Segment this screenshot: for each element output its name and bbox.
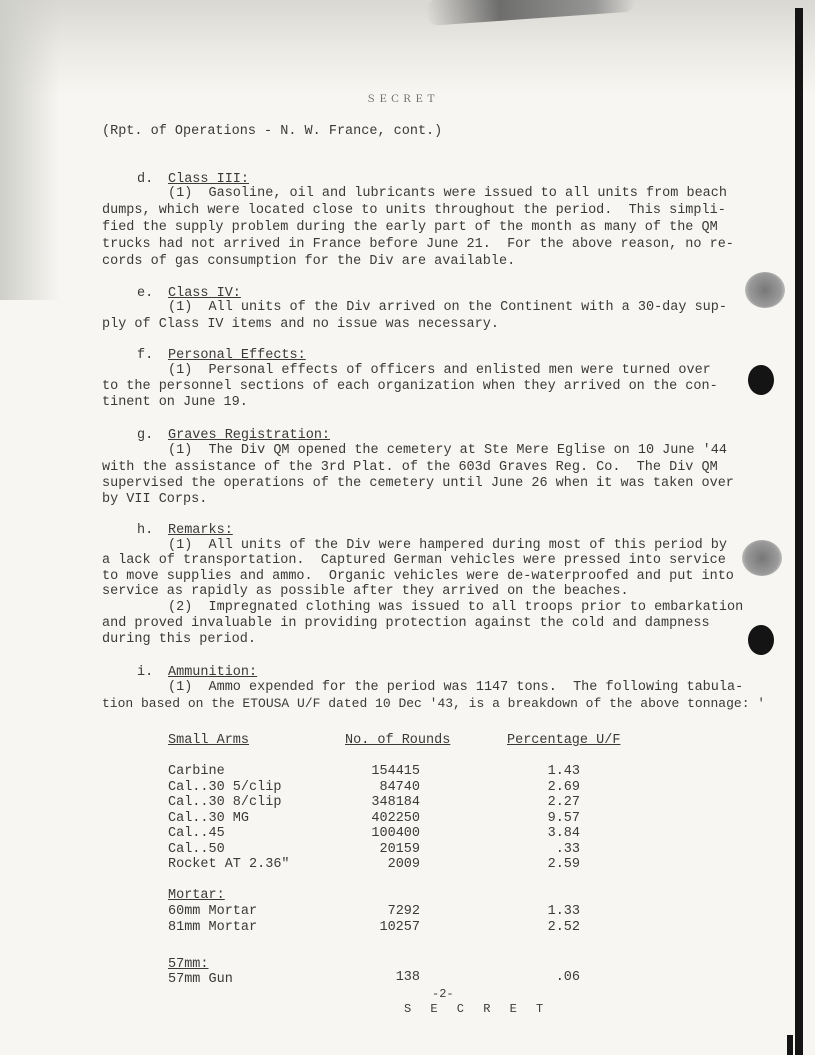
mortar-rounds-column [360, 904, 420, 935]
table-cell-percentage: 1.43 [547, 764, 580, 779]
table-cell-item: Cal..45 [168, 826, 225, 841]
table-cell-rounds: 154415 [371, 764, 420, 779]
table-header-item: Small Arms [168, 733, 250, 748]
section-d-line: (1) Gasoline, oil and lubricants were issued to all units from beach [168, 186, 727, 201]
table-cell-item: Cal..30 MG [168, 810, 250, 826]
report-title: (Rpt. of Operations - N. W. France, cont.) [102, 124, 443, 139]
gun-pct-column [538, 970, 580, 986]
section-i-line: (1) Ammo expended for the period was 1147 tons. The following tabula- [168, 680, 744, 695]
table-cell-rounds: 84740 [379, 779, 420, 795]
section-f-line: (1) Personal effects of officers and enlisted men were turned over [168, 363, 711, 378]
table-group-57mm-heading: 57mm: [168, 957, 209, 972]
mortar-item-column [168, 904, 257, 935]
section-d-line: trucks had not arrived in France before June 21. For the above reason, no re- [102, 237, 734, 252]
section-e-line: (1) All units of the Div arrived on the Continent with a 30-day sup- [168, 300, 727, 315]
section-e-letter: e. [137, 286, 154, 301]
section-f-line: tinent on June 19. [102, 395, 248, 410]
section-h-line: and proved invaluable in providing protection against the cold and dampness [102, 616, 710, 631]
section-d-letter: d. [137, 172, 154, 187]
punch-hole-faint [745, 272, 785, 308]
gun-rounds-column [360, 970, 420, 986]
section-g-line: (1) The Div QM opened the cemetery at Ste Mere Eglise on 10 June '44 [168, 443, 727, 458]
table-cell-item: 81mm Mortar [168, 919, 258, 935]
section-d-heading: Class III: [168, 172, 250, 187]
table-cell-percentage: .06 [555, 970, 580, 985]
section-d-line: fied the supply problem during the early part of the month as many of the QM [102, 220, 718, 235]
table-cell-percentage: 3.84 [547, 826, 580, 841]
table-cell-item: Carbine [168, 764, 225, 779]
punch-hole-faint [742, 540, 782, 576]
table-cell-item: Cal..50 [168, 841, 225, 857]
small-arms-pct-column [538, 764, 580, 873]
section-h-line: to move supplies and ammo. Organic vehicles were de-waterproofed and put into [102, 569, 734, 584]
section-h-letter: h. [137, 523, 154, 538]
table-cell-item: Cal..30 8/clip [168, 795, 282, 810]
table-header-percentage: Percentage U/F [507, 733, 621, 748]
page-number: -2- [432, 987, 454, 1001]
table-cell-item: Cal..30 5/clip [168, 779, 282, 795]
table-cell-percentage: 1.33 [547, 904, 580, 919]
table-cell-item: 60mm Mortar [168, 904, 258, 919]
table-cell-rounds: 138 [395, 970, 420, 985]
table-cell-rounds: 7292 [387, 904, 420, 919]
section-h-line: (2) Impregnated clothing was issued to all troops prior to embarkation [168, 600, 744, 615]
table-cell-percentage: 2.69 [547, 779, 580, 795]
table-cell-rounds: 100400 [371, 826, 420, 841]
scan-left-shading [0, 0, 60, 300]
section-d-line: cords of gas consumption for the Div are available. [102, 254, 516, 269]
small-arms-item-column [168, 764, 290, 873]
gun-item-column [168, 972, 233, 988]
table-cell-item: Rocket AT 2.36" [168, 857, 290, 872]
classification-footer: S E C R E T [404, 1002, 550, 1016]
table-cell-percentage: 2.59 [547, 857, 580, 872]
table-cell-percentage: 2.27 [547, 795, 580, 810]
table-cell-percentage: .33 [555, 841, 580, 857]
section-h-line: service as rapidly as possible after they arrived on the beaches. [102, 584, 629, 599]
section-i-line: tion based on the ETOUSA U/F dated 10 Dec '43, is a breakdown of the above tonnage: ' [102, 696, 766, 711]
small-arms-rounds-column [360, 764, 420, 873]
scan-edge-bar [795, 8, 803, 1055]
table-cell-rounds: 348184 [371, 795, 420, 810]
section-e-heading: Class IV: [168, 286, 241, 301]
table-cell-percentage: 9.57 [547, 810, 580, 826]
section-d-line: dumps, which were located close to units throughout the period. This simpli- [102, 203, 726, 218]
section-f-line: to the personnel sections of each organization when they arrived on the con- [102, 379, 718, 394]
scan-top-shading [0, 0, 815, 95]
punch-hole [748, 365, 774, 395]
section-g-line: by VII Corps. [102, 492, 208, 507]
section-h-line: (1) All units of the Div were hampered during most of this period by [168, 538, 727, 553]
table-cell-rounds: 2009 [387, 857, 420, 872]
section-g-line: with the assistance of the 3rd Plat. of the 603d Graves Reg. Co. The Div QM [102, 460, 718, 475]
table-cell-rounds: 402250 [371, 810, 420, 826]
section-f-letter: f. [137, 348, 154, 363]
section-h-heading: Remarks: [168, 523, 233, 538]
table-cell-rounds: 10257 [379, 919, 420, 935]
section-g-heading: Graves Registration: [168, 428, 331, 443]
mortar-pct-column [538, 904, 580, 935]
section-g-line: supervised the operations of the cemetery until June 26 when it was taken over [102, 476, 734, 491]
scan-edge-bar-bottom [787, 1035, 793, 1055]
section-i-letter: i. [137, 665, 154, 680]
section-i-heading: Ammunition: [168, 665, 258, 680]
section-f-heading: Personal Effects: [168, 348, 306, 363]
table-group-mortar-heading: Mortar: [168, 888, 225, 903]
table-header-rounds: No. of Rounds [345, 733, 451, 748]
section-h-line: during this period. [102, 632, 256, 647]
security-marking: ＳＥＣＲＥＴ [366, 95, 438, 106]
section-e-line: ply of Class IV items and no issue was necessary. [102, 317, 499, 332]
section-h-line: a lack of transportation. Captured German vehicles were pressed into service [102, 553, 726, 568]
table-cell-rounds: 20159 [379, 841, 420, 857]
punch-hole [748, 625, 774, 655]
table-cell-percentage: 2.52 [547, 919, 580, 935]
table-cell-item: 57mm Gun [168, 972, 233, 987]
section-g-letter: g. [137, 428, 154, 443]
